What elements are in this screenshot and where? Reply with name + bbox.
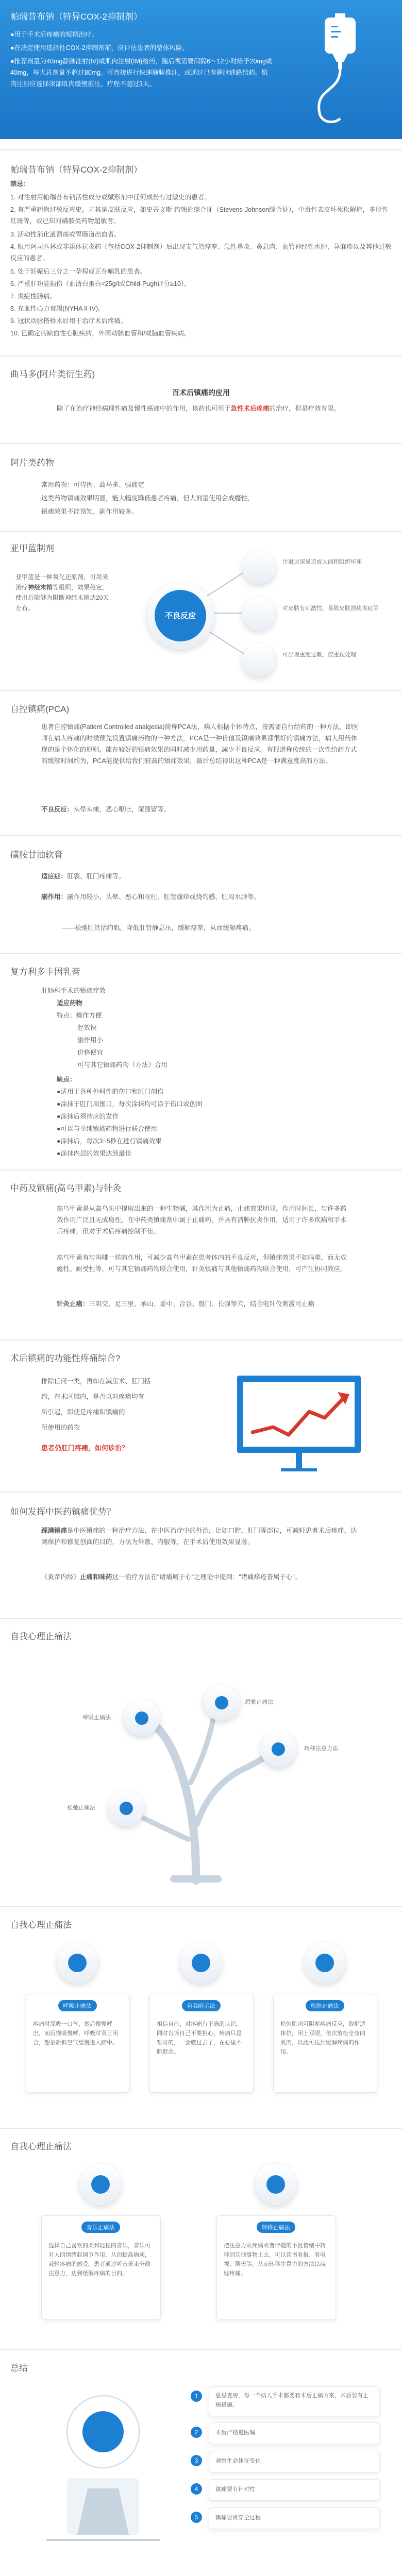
sec2-item-7: 7. 炎症性肠病。 xyxy=(10,293,56,300)
sec10-line-3: 所引起，即使是疼痛和镇痛的 xyxy=(41,1409,125,1416)
divider xyxy=(0,2128,402,2129)
sec2-item-3: 3. 活动性消化道溃疡或胃肠道出血者。 xyxy=(10,231,121,238)
sec6-bad-label: 不良反应： xyxy=(41,806,74,813)
sec15-title: 总结 xyxy=(10,2363,28,2373)
sec3-heading: 百术后镇痛的应用 xyxy=(172,388,230,397)
sec13-card-1-icon-inner xyxy=(68,1954,87,1972)
sec1-line-2: ●在决定使用选择性COX-2抑制剂前，应评估患者的整体风险。 xyxy=(10,44,189,52)
sec14-card-1-text: 选择自己喜欢的柔和轻松的音乐，音乐可对人的情绪起调节作用，从而提高痛阈，减轻疼痛的感受。患者通过听音乐来分散注意力，达到缓解疼痛的目的。 xyxy=(48,2243,150,2277)
sec8-intro-text: 肛肠科手术的镇痛疗效 xyxy=(41,987,106,994)
divider xyxy=(0,355,402,357)
sec7-l2-label: 副作用： xyxy=(41,893,68,901)
sec8-item-4: ●可以与单纯镇痛药物进行联合使用 xyxy=(57,1125,158,1132)
sec6-text: 患者自控镇痛(Patient Controlled analgesia)简称PCA法，病人根据个体特点，按需要自行给药的一种方法，即医师在病人疼痛的时候预先设置镇痛药物的一种方法，PCA是一种价值及镇痛效果都很好的镇痛方法，病人用药体现的是个体化的原则，能在较好的镇痛效果的同时减少用药量，减少不良反应。有报道称传统的一次性给药方式的缓解时间约为，PCA能提供给我们较高的镇痛效果，最后总结得出这种PCA是一种满意度高的方法。 xyxy=(41,723,359,765)
sec3-text-b: 的治疗，但是疗效有限。 xyxy=(269,405,341,412)
sec12-tree-diagram xyxy=(82,1654,320,1891)
sec3-title: 曲马多(阿片类衍生药) xyxy=(10,369,95,379)
sec9-p1: 高乌甲素是从高乌头中提取出来的一种生物碱，其作用为止痛，止痛效果明显，作用时间长，与许多药效作用广泛且无成瘾性，在中药类镇痛剂中属于止痛药，并具有消肿抗炎作用，适用于许多疾病和手术后疼痛，但对于术后疼痛控制不佳。 xyxy=(57,1205,347,1235)
sec10-chart-board-icon xyxy=(232,1370,366,1473)
sec7-title: 磺胺甘油软膏 xyxy=(10,850,63,860)
sec15-item-3-num: 3 xyxy=(191,2455,202,2466)
sec8-intro-bold: 适应药物 xyxy=(57,999,83,1007)
sec13-card-1-title: 呼吸止痛法 xyxy=(26,2000,129,2011)
divider xyxy=(0,953,402,954)
sec5-bubble-2 xyxy=(242,598,275,631)
sec13-card-3-icon-inner xyxy=(315,1954,334,1972)
sec1-line-1: ●用于手术后疼痛的短期治疗。 xyxy=(10,31,98,38)
sec3-text-a: 除了在治疗神经病理性痛及慢性癌痛中的作用，该药也可用于 xyxy=(57,405,231,412)
sec8-list-2: 起效快 xyxy=(77,1024,97,1031)
sec2-sub: 禁忌： xyxy=(10,180,30,188)
sec15-item-1-num: 1 xyxy=(191,2391,202,2402)
sec14-card-2-text: 把注意力从疼痛或者伴随的不良情绪中转移到其他事物上去，可以读书看报、看电视、聊天等，从而转移注意力的方法以减轻疼痛。 xyxy=(224,2243,326,2277)
sec12-label-4: 松弛止痛法 xyxy=(67,1805,95,1811)
sec15-item-4-text: 镇痛要有针对性 xyxy=(215,2486,255,2493)
divider xyxy=(0,149,402,150)
divider xyxy=(0,690,402,691)
sec11-p2-prefix: 《黄帝内经》 xyxy=(41,1573,80,1581)
divider xyxy=(0,1492,402,1493)
sec14-card-1-title: 音乐止痛法 xyxy=(41,2222,160,2233)
sec11-p2-suffix: 这一治疗方法在“诸痛属于心”之理论中提到：“诸痛痒疮皆属于心”。 xyxy=(112,1573,301,1581)
sec2-item-5: 5. 处于妊娠后三分之一孕程或正在哺乳的患者。 xyxy=(10,268,146,275)
sec2-item-6: 6. 严重肝功能损伤（血清白蛋白<25g/l或Child-Pugh评分≥10）。 xyxy=(10,280,191,287)
sec11-p2 xyxy=(41,1571,361,1583)
sec2-item-2: 2. 有严重药物过敏反应史，尤其是皮肤反应，如史蒂文斯-约翰逊综合征（Stevens-Johnson综合征），中毒性表皮坏死松解症，多形性红斑等，或已知对磺胺类药物超敏者。 xyxy=(10,206,389,225)
sec11-p1 xyxy=(41,1525,361,1548)
sec12-node-4-icon xyxy=(120,1802,133,1815)
sec9-p2: 高乌甲素有与吗啡一样的作用，可减少高乌甲素在患者体内的不良反应，但镇痛效果不如吗啡，而无成瘾性、耐受性等，可与其它镇痛药物联合使用，针灸镇痛与其他镇痛药物联合使用，可产生协同效应。 xyxy=(57,1254,347,1273)
sec7-line-2 xyxy=(41,891,361,903)
sec2-item-10: 10. 已确定的缺血性心脏疾病，外周动脉血管和/或脑血管疾病。 xyxy=(10,330,191,337)
sec4-title: 阿片类药物 xyxy=(10,458,54,468)
sec5-center-label: 不良反应 xyxy=(164,612,196,620)
sec15-item-2-num: 2 xyxy=(191,2427,202,2438)
sec5-bubble-text-3: 可出现重度过敏，应重视处理 xyxy=(282,652,356,658)
sec5-bubble-text-1: 注射过深易造成大面积组织坏死 xyxy=(282,559,362,565)
sec5-title: 亚甲蓝制剂 xyxy=(10,544,54,553)
sec1-line-3: ●推荐剂量为40mg静脉注射(IV)或肌肉注射(IM)给药，随后视需要间隔6～12小时给予20mg或40mg，每天总剂量不超过80mg。可直接进行快速静脉推注，或通过已有静脉通路给药。肌肉注射应选择深部肌肉缓慢推注。疗程不超过3天。 xyxy=(10,58,273,88)
sec15-item-5-num: 5 xyxy=(191,2512,202,2523)
sec10-line-4: 所使用的药物 xyxy=(41,1424,80,1431)
sec12-title: 自我心理止痛法 xyxy=(10,1632,72,1641)
sec8-item-1: ●适用于各种外科性的伤口和肛门创伤 xyxy=(57,1088,164,1095)
sec2-title: 帕瑞昔布钠（特异COX-2抑制剂） xyxy=(10,165,142,175)
sec11-title: 如何发挥中医药镇痛优势？ xyxy=(10,1507,115,1517)
sec13-title: 自我心理止痛法 xyxy=(10,1920,72,1930)
sec9-p3-text: 三阴交、足三里、承山、委中、合谷、殷门、长强等穴，结合电针仪刺激可止痛 xyxy=(89,1300,315,1308)
sec12-label-3: 转移注意力法 xyxy=(304,1745,338,1752)
sec15-item-2-text: 术后严格遵医嘱 xyxy=(215,2430,255,2436)
sec8-item-2: ●涂抹于肛门周围口，每次涂抹均可涂于伤口或创面 xyxy=(57,1100,203,1108)
sec8-subitem-1: ●涂抹后，每次3~5秒在进行镇痛效果 xyxy=(57,1138,162,1145)
sec15-item-1-text: 恩思查房，每一个病人手术都要有术后止痛方案，术后要有止痛措施。 xyxy=(215,2393,368,2408)
sec10-line-1: 排除任何一类，再如在减压术、肛门括 xyxy=(41,1378,151,1385)
sec6-bad-text: 头晕头痛，恶心呕吐，尿潴留等。 xyxy=(73,806,171,813)
divider xyxy=(0,1340,402,1341)
sec8-item-3: ●涂抹后须待应的发作 xyxy=(57,1113,119,1120)
sec15-item-4-num: 4 xyxy=(191,2483,202,2495)
sec14-card-2-title: 转移止痛法 xyxy=(216,2222,335,2233)
sec11-p1-label: 踩满镇痛 xyxy=(41,1527,68,1534)
sec12-node-3-icon xyxy=(272,1742,285,1756)
divider xyxy=(0,2349,402,2350)
sec8-list-1: 特点：操作方便 xyxy=(57,1012,102,1019)
sec13-card-3-title: 松弛止痛法 xyxy=(273,2000,376,2011)
sec12-label-2: 想象止痛法 xyxy=(245,1699,273,1705)
sec11-p2-bold: 止痛和味药 xyxy=(80,1573,112,1581)
sec7-l2-text: 副作用较小，头晕、恶心和呕吐、肛管瘙痒或烧灼感、肛周水肿等。 xyxy=(67,893,261,901)
sec9-title: 中药及镇痛(高乌甲素)与针灸 xyxy=(10,1183,122,1193)
sec15-item-5-text: 镇痛要贯穿全过程 xyxy=(215,2515,261,2521)
divider xyxy=(0,835,402,836)
sec13-card-2-icon-inner xyxy=(192,1954,210,1972)
sec9-p3-label: 针灸止痛： xyxy=(57,1300,89,1308)
sec10-line-2: 约，在术区域内，是否以对疼痛均有 xyxy=(41,1393,145,1400)
sec7-line-1 xyxy=(41,871,361,882)
sec6-title: 自控镇痛(PCA) xyxy=(10,704,70,714)
sec14-title: 自我心理止痛法 xyxy=(10,2142,72,2151)
sec5-bubble-1 xyxy=(242,551,275,584)
sec13-card-2-text: 相信自己，对疼痛有正确的认识，同时告诉自己不要担心，疼痛只是暂时的，一会就过去了，在心里不断默念。 xyxy=(157,2021,242,2055)
sec8-subitem-2: ●涂抹内层的效果达到最佳 xyxy=(57,1150,132,1157)
divider xyxy=(0,531,402,532)
sec12-label-1: 呼吸止痛法 xyxy=(82,1715,111,1721)
sec5-left-text xyxy=(15,572,113,613)
sec15-item-3-text: 观察生命体征变化 xyxy=(215,2458,261,2464)
sec12-node-1-icon xyxy=(135,1711,148,1725)
sec8-list-3: 副作用小 xyxy=(77,1037,104,1044)
sec5-left-bold: 神经末梢 xyxy=(28,584,53,591)
sec11-p1-text: 是中医镇痛的一种治疗方法，在中医治疗中的外治，比如口腔、肛门等部位，可减轻患者术后疼痛，达到保护和修复创面的目的，方法为外敷、内服等，在手术后使用效果显著。 xyxy=(41,1527,357,1546)
sec15-illustration xyxy=(31,2385,175,2550)
sec5-bubble-3 xyxy=(242,644,275,677)
sec9-p3 xyxy=(57,1298,350,1310)
sec8-list-5: 可与其它镇痛药物（方法）合用 xyxy=(77,1061,168,1069)
sec10-question: 患者仍肛门疼痛，如何诊治？ xyxy=(41,1444,129,1452)
sec4-line-2: 这类药物镇痛效果明显，能大幅度降低患者疼痛，但大剂量使用会成瘾性， xyxy=(41,495,254,502)
divider xyxy=(0,1906,402,1907)
sec2-item-8: 8. 充血性心力衰竭(NYHA II-IV)。 xyxy=(10,305,105,312)
sec3-text xyxy=(57,403,345,414)
sec1-title: 帕瑞昔布钠（特异COX-2抑制剂） xyxy=(10,12,142,22)
sec14-card-1-icon-inner xyxy=(91,2175,110,2194)
sec10-title: 术后镇痛的功能性疼痛综合? xyxy=(10,1353,121,1363)
sec8-title: 复方利多卡因乳膏 xyxy=(10,967,80,977)
sec2-item-4: 4. 服用阿司匹林或非甾体抗炎药（包括COX-2抑制剂）后出现支气管痉挛、急性鼻炎、鼻息肉、血管神经性水肿、荨麻疹以及其他过敏反应的患者。 xyxy=(10,243,392,262)
sec2-item-1: 1. 对注射用帕瑞昔布钠活性成分或赋形剂中任何成份有过敏史的患者。 xyxy=(10,194,211,201)
sec12-node-2-icon xyxy=(215,1696,228,1709)
sec8-list-4: 价格便宜 xyxy=(77,1049,104,1056)
sec2-item-9: 9. 冠状动脉搭桥术后用于治疗术后疼痛。 xyxy=(10,317,127,325)
sec5-bubble-text-2: 对皮肤有刺激性，易致皮肤溃疡炎症等 xyxy=(282,605,379,612)
sec5-left-c: 阻断神经末梢达20天左右。 xyxy=(15,594,109,612)
sec14-card-2-icon-inner xyxy=(266,2175,285,2194)
sec5-left-a: 亚甲蓝是一种氧化还原剂，可用来治疗 xyxy=(15,573,109,591)
sec6-bad xyxy=(41,804,361,815)
divider xyxy=(0,1618,402,1619)
sec7-footnote: ——松弛肛管括约肌，降低肛管静息压，缓解痉挛，从而缓解疼痛。 xyxy=(62,924,256,931)
sec13-card-2-title: 自我暗示法 xyxy=(149,2000,253,2011)
divider xyxy=(0,443,402,444)
sec3-text-highlight: 急性术后疼痛 xyxy=(230,405,270,412)
sec13-card-1-text: 疼痛时深吸一口气，然后慢慢呼出，而后慢吸慢呼，呼吸时双目闭合，想象新鲜空气缓慢进入肺中。 xyxy=(33,2021,118,2046)
sec8-defect: 缺点： xyxy=(57,1076,76,1083)
sec4-line-3: 镇痛效果不能预知，副作用较多。 xyxy=(41,508,138,515)
sec13-card-3-text: 松弛肌肉可阻断疼痛反应，取舒适体位，闭上双眼，依次放松全身的肌肉，以此可达到缓解疼痛的作用。 xyxy=(280,2021,365,2055)
sec8-intro xyxy=(41,985,350,996)
sec7-l1-text: 肛裂、肛门疼痛等。 xyxy=(67,873,125,880)
iv-drip-icon xyxy=(304,10,376,129)
divider xyxy=(0,1170,402,1171)
sec7-l1-label: 适应症： xyxy=(41,873,68,880)
sec5-left-b: 等组织，效果稳定，使用后能够为 xyxy=(15,584,109,601)
sec4-line-1: 常用药物：可待因、曲马多、强痛定 xyxy=(41,481,145,488)
